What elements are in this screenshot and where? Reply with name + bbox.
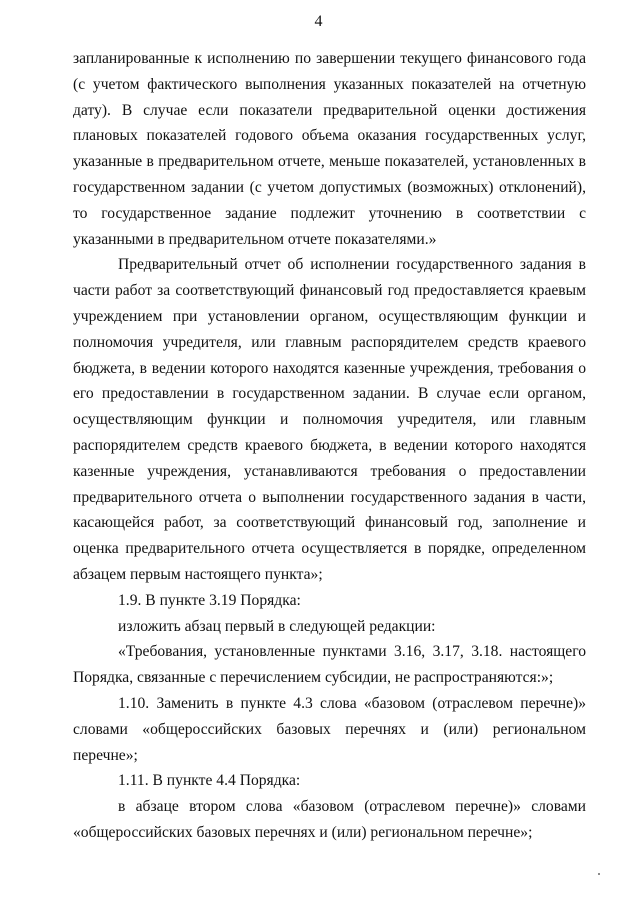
paragraph-item-1-11: 1.11. В пункте 4.4 Порядка: [118, 772, 301, 790]
paragraph-second-abzac: в абзаце втором слова «базовом (отраслевом перечне)» словами «общероссийских базовых перечнях и (или) региональном перечне»; [73, 798, 586, 841]
paragraph-state-edition: изложить абзац первый в следующей редакции: [118, 617, 436, 635]
paragraph-item-1-9: 1.9. В пункте 3.19 Порядка: [118, 591, 301, 609]
paragraph-requirements-quote: «Требования, установленные пунктами 3.16, 3.17, 3.18. настоящего Порядка, связанные с перечислением субсидии, не распространяются:»; [73, 643, 586, 687]
paragraph-item-1-10: 1.10. Заменить в пункте 4.3 слова «базовом (отраслевом перечне)» словами «общероссийских базовых перечнях и (или) региональном перечне»; [73, 694, 586, 764]
scan-mark [598, 873, 600, 875]
paragraph-preliminary-report: Предварительный отчет об исполнении государственного задания в части работ за соответствующий финансовый год предоставляется краевым учреждением при установлении органом, осуществляющим функции и полномочия учредителя, или главным распорядителем средств краевого бюджета, в ведении которого находятся казенные учреждения, требования о его предоставлении в государственном задании. В случае если органом, осуществляющим функции и полномочия учредителя, или главным распорядителем средств краевого бюджета, в ведении которого находятся казенные учреждения, устанавливаются требования о предоставлении предварительного отчета о выполнении государственного задания в части, касающейся работ, за соответствующий финансовый год, заполнение и оценка предварительного отчета осуществляется в порядке, определенном абзацем первым настоящего пункта»; [73, 256, 586, 583]
document-body [73, 46, 586, 846]
page-number: 4 [314, 13, 323, 30]
paragraph-continuation: запланированные к исполнению по завершении текущего финансового года (с учетом фактического выполнения указанных показателей на отчетную дату). В случае если показатели предварительной оценки достижения плановых показателей годового объема оказания государственных услуг, указанные в предварительном отчете, меньше показателей, установленных в государственном задании (с учетом допустимых (возможных) отклонений), то государственное задание подлежит уточнению в соответствии с указанными в предварительном отчете показателями.» [73, 50, 586, 248]
